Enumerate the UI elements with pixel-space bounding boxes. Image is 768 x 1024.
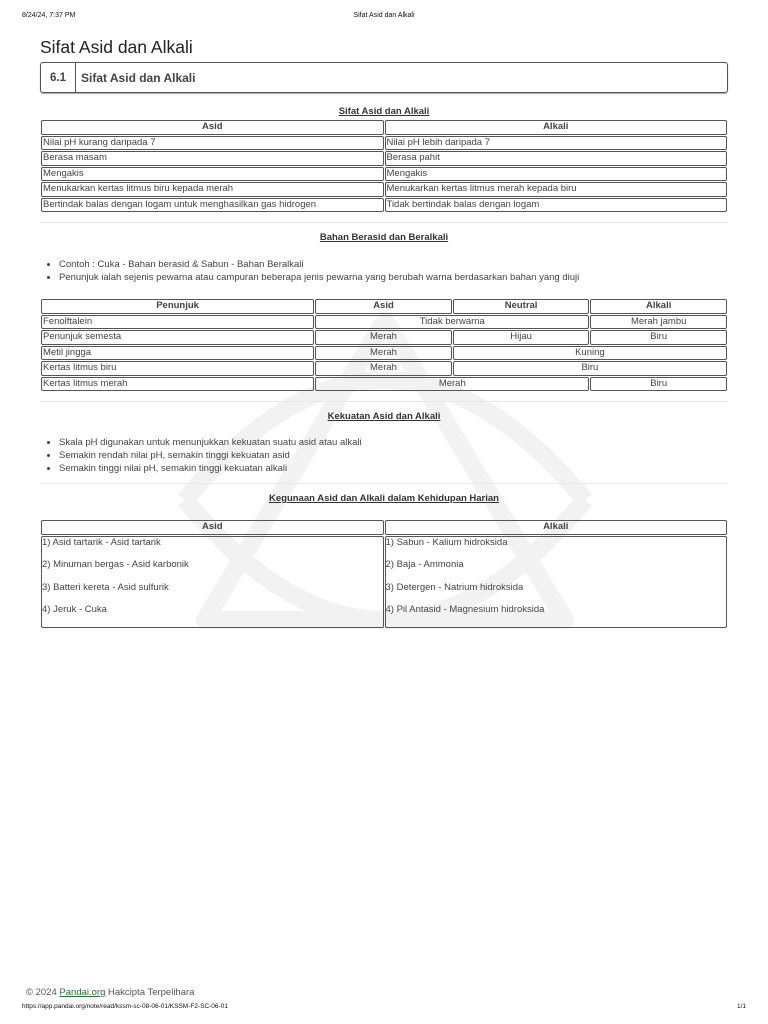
table-cell: Bertindak balas dengan logam untuk menghasilkan gas hidrogen (41, 198, 384, 213)
table-cell: Kertas litmus merah (41, 377, 314, 392)
table-cell: Berasa pahit (385, 151, 728, 166)
table-row (41, 330, 727, 345)
table-cell: Menukarkan kertas litmus merah kepada biru (385, 182, 728, 197)
table-header: Alkali (385, 120, 728, 135)
section-title-kekuatan: Kekuatan Asid dan Alkali (327, 411, 441, 422)
list-item: 1) Asid tartarik - Asid tartarik (42, 536, 161, 548)
table-cell: Fenolftalein (41, 315, 314, 330)
print-url: https://app.pandai.org/note/read/kssm-sc-08-06-01/KSSM-F2-SC-06-01 (22, 1003, 228, 1010)
table-cell: Tidak bertindak balas dengan logam (385, 198, 728, 213)
table-row (41, 136, 727, 151)
indicator-table (40, 298, 728, 392)
divider (40, 222, 728, 223)
table-cell: Nilai pH kurang daripada 7 (41, 136, 384, 151)
chapter-number: 6.1 (41, 63, 76, 92)
list-item: 2) Minuman bergas - Asid karbonik (42, 559, 189, 570)
section-title-bahan: Bahan Berasid dan Beralkali (319, 232, 449, 243)
table-cell: Kertas litmus biru (41, 361, 314, 376)
chapter-header (40, 62, 728, 93)
print-title: Sifat Asid dan Alkali (353, 12, 415, 19)
bahan-bullets (40, 258, 728, 284)
copyright (26, 987, 194, 998)
table-cell: Tidak berwarna (315, 315, 589, 330)
pandai-link[interactable]: Pandai.org (59, 987, 106, 998)
table-cell: Mengakis (385, 167, 728, 182)
table-row (41, 377, 727, 392)
table-row (41, 198, 727, 213)
table-cell: Berasa masam (41, 151, 384, 166)
table-header: Asid (315, 299, 452, 314)
table-header: Asid (41, 520, 384, 535)
page-number: 1/1 (736, 1003, 746, 1010)
list-item: 4) Pil Antasid - Magnesium hidroksida (385, 604, 545, 615)
section-title-kegunaan: Kegunaan Asid dan Alkali dalam Kehidupan Harian (269, 493, 499, 504)
list-item: • Penunjuk ialah sejenis pewarna atau campuran beberapa jenis pewarna yang berubah warna berdasarkan bahan yang diuji (59, 271, 728, 284)
table-cell: Hijau (453, 330, 590, 345)
table-cell: Biru (453, 361, 727, 376)
kekuatan-bullets (40, 436, 728, 475)
table-header: Asid (41, 120, 384, 135)
print-datetime: 8/24/24, 7:37 PM (22, 12, 76, 19)
table-header: Neutral (453, 299, 590, 314)
table-cell: Metil jingga (41, 346, 314, 361)
copyright-suffix: Hakcipta Terpelihara (108, 987, 195, 998)
table-cell: Penunjuk semesta (41, 330, 314, 345)
table-row (41, 182, 727, 197)
acid-uses-cell (41, 536, 384, 628)
table-cell: Merah (315, 377, 589, 392)
uses-table (40, 519, 728, 629)
divider (40, 483, 728, 484)
table-cell: Merah (315, 361, 452, 376)
table-header: Alkali (590, 299, 727, 314)
section-title-sifat: Sifat Asid dan Alkali (338, 106, 430, 117)
table-cell: Menukarkan kertas litmus biru kepada merah (41, 182, 384, 197)
list-item: 2) Baja - Ammonia (385, 559, 464, 570)
list-item: 3) Batteri kereta - Asid sulfurik (42, 581, 169, 593)
table-row (41, 167, 727, 182)
copyright-prefix: © 2024 (26, 987, 57, 998)
table-cell: Merah jambu (590, 315, 727, 330)
page-title: Sifat Asid dan Alkali (40, 37, 193, 57)
table-cell: Kuning (453, 346, 727, 361)
table-row (41, 315, 727, 330)
table-cell: Merah (315, 330, 452, 345)
table-row (41, 346, 727, 361)
table-cell: Mengakis (41, 167, 384, 182)
table-header: Penunjuk (41, 299, 314, 314)
list-item: • Skala pH digunakan untuk menunjukkan kekuatan suatu asid atau alkali (59, 436, 728, 449)
print-footer (22, 1003, 746, 1015)
list-item: • Semakin rendah nilai pH, semakin tinggi kekuatan asid (59, 449, 728, 462)
chapter-name: Sifat Asid dan Alkali (81, 70, 196, 85)
table-cell: Merah (315, 346, 452, 361)
alkali-uses-cell (385, 536, 728, 628)
properties-table (40, 119, 728, 213)
table-row (41, 151, 727, 166)
list-item: 3) Detergen - Natrium hidroksida (385, 581, 524, 593)
table-row (41, 361, 727, 376)
table-cell: Biru (590, 330, 727, 345)
note-content (40, 36, 728, 629)
table-cell: Biru (590, 377, 727, 392)
list-item: • Semakin tinggi nilai pH, semakin tinggi kekuatan alkali (59, 462, 728, 475)
table-row (41, 536, 727, 628)
table-cell: Nilai pH lebih daripada 7 (385, 136, 728, 151)
list-item: • Contoh : Cuka - Bahan berasid & Sabun - Bahan Beralkali (59, 258, 728, 271)
list-item: 4) Jeruk - Cuka (42, 604, 107, 615)
table-header: Alkali (385, 520, 728, 535)
print-header (22, 12, 746, 24)
list-item: 1) Sabun - Kalium hidroksida (385, 536, 508, 548)
divider (40, 401, 728, 402)
